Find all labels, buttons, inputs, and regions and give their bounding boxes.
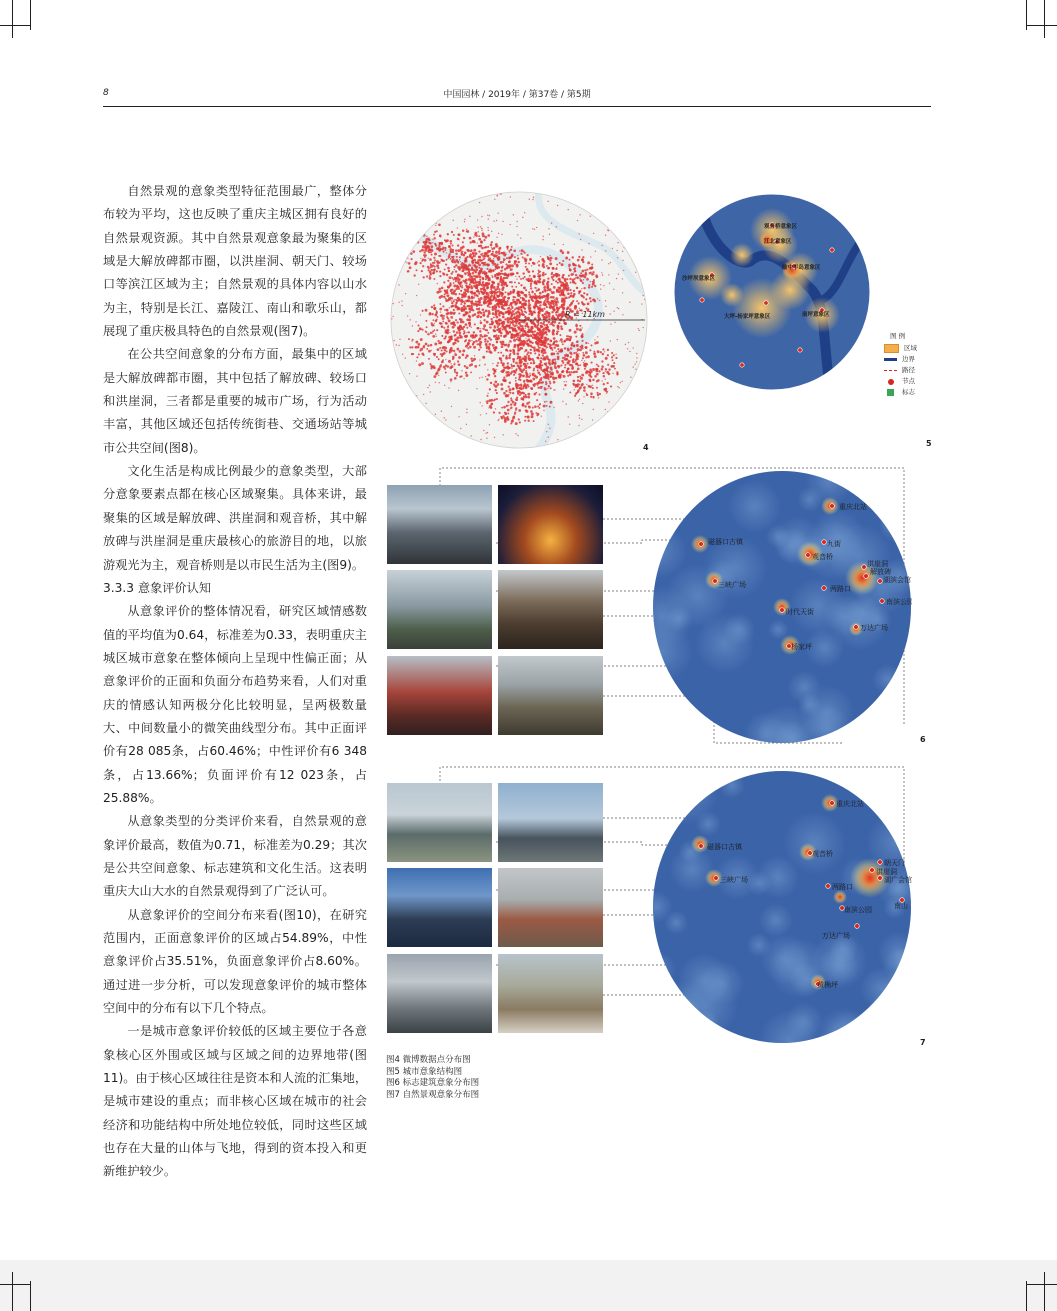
header-rule <box>103 106 931 107</box>
photo-sanxia-square <box>387 656 492 735</box>
landmark-swatch <box>884 389 897 396</box>
paragraph-natural-landscape: 自然景观的意象类型特征范围最广，整体分布较为平均，这也反映了重庆主城区拥有良好的自然景观资源。其中自然景观意象最为聚集的区域是大解放碑都市圈，以洪崖洞、朝天门、较场口等滨江区域为主；自然景观的具体内容以山水为主，特别是长江、嘉陵江、南山和歌乐山，都展现了重庆极具特色的自然景观(图7)。 <box>103 184 367 339</box>
caption-figure-7: 图7 自然景观意象分布图 <box>386 1089 480 1100</box>
place-label: 观音桥 <box>812 850 833 858</box>
place-label: 九街 <box>827 540 841 548</box>
paragraph-evaluation-boundary: 一是城市意象评价较低的区域主要位于各意象核心区外围或区域与区域之间的边界地带(图11)。由于核心区域往往是资本和人流的汇集地，是城市建设的重点；而非核心区域在城市的社会经济和功能结构中所处地位较低，同时这些区域也存在大量的山体与飞地，得到的资本投入和更新维护较少。 <box>103 1024 368 1179</box>
place-label: 两路口 <box>832 883 853 891</box>
place-label: 湖滨会馆 <box>883 576 911 584</box>
paragraph-evaluation-spatial: 从意象评价的空间分布来看(图10)，在研究范围内，正面意象评价的区域占54.89%，中性意象评价占35.51%，负面意象评价占8.60%。通过进一步分析，可以发现意象评价的城市整体空间中的分布有以下几个特点。 <box>103 907 367 1016</box>
photo-ciqikou-gate <box>498 570 603 649</box>
figure-6-landmark-map <box>652 470 912 745</box>
photo-hongyadong-night <box>498 485 603 564</box>
place-label: 万达广场 <box>860 624 888 632</box>
crop-mark <box>1027 25 1057 26</box>
crop-mark <box>1026 1281 1027 1311</box>
place-label: 重庆北站 <box>839 503 867 511</box>
path-swatch <box>884 370 897 371</box>
crop-mark <box>1026 0 1027 30</box>
figure-5-image-structure <box>672 190 872 400</box>
place-label: 洪崖洞 <box>876 868 897 876</box>
legend-row: 路径 <box>884 365 917 376</box>
crop-mark <box>1044 1272 1045 1311</box>
figure-captions <box>386 1055 479 1101</box>
place-label: 两路口 <box>830 585 851 593</box>
photo-landmark-tower <box>387 485 492 564</box>
paragraph-public-space: 在公共空间意象的分布方面，最集中的区域是大解放碑都市圈，其中包括了解放碑、较场口和洪崖洞，三者都是重要的城市广场，行为活动丰富，其他区域还包括传统街巷、交通场站等城市公共空间(图8)。 <box>103 347 367 455</box>
region-swatch <box>884 344 899 353</box>
district-label: 渝中半岛意象区 <box>782 265 821 271</box>
photo-city-street <box>387 570 492 649</box>
place-label: 万达广场 <box>822 932 850 940</box>
crop-mark <box>0 25 30 26</box>
page-bottom-strip <box>0 1260 1057 1311</box>
district-label: 江北意象区 <box>764 239 792 245</box>
legend-row: 区域 <box>884 343 917 354</box>
district-label: 大坪-杨家坪意象区 <box>724 314 771 320</box>
figure-5-legend <box>884 331 917 398</box>
place-label: 三峡广场 <box>720 876 748 884</box>
journal-issue: 中国园林 / 2019年 / 第37卷 / 第5期 <box>443 90 591 100</box>
place-label: 观音桥 <box>812 553 833 561</box>
place-label: 南滨公园 <box>844 906 872 914</box>
body-text-column <box>103 180 367 1184</box>
place-label: 磁器口古镇 <box>708 538 743 546</box>
figure-4-number: 4 <box>643 443 649 452</box>
place-label: 南山 <box>894 902 908 910</box>
place-label: 朝天门 <box>884 859 905 867</box>
place-label: 磁器口古镇 <box>707 843 742 851</box>
district-label: 沙坪坝意象区 <box>682 276 716 282</box>
legend-title: 图 例 <box>890 332 906 340</box>
place-label: 重庆北站 <box>836 800 864 808</box>
photo-blue-hour-city <box>387 868 492 947</box>
crop-mark <box>30 1281 31 1311</box>
place-label: 时代天街 <box>786 608 814 616</box>
caption-figure-4: 图4 微博数据点分布图 <box>386 1055 471 1065</box>
place-label: 三峡广场 <box>718 581 746 589</box>
figure-4-weibo-points <box>389 190 649 450</box>
district-label: 观音桥意象区 <box>764 224 798 230</box>
figure-7-natural-map <box>652 770 912 1045</box>
photo-bridge-skyline <box>498 783 603 862</box>
figure-7-number: 7 <box>920 1038 926 1047</box>
photo-yangjiaping-view <box>498 656 603 735</box>
section-heading: 3.3.3 意象评价认知 <box>103 580 212 595</box>
crop-mark <box>0 1284 30 1285</box>
photo-river-skyline <box>387 783 492 862</box>
running-header <box>103 86 931 102</box>
place-label: 湖广会馆 <box>884 876 912 884</box>
crop-mark <box>12 0 13 38</box>
photo-misty-city <box>387 954 492 1033</box>
crop-mark <box>30 0 31 30</box>
legend-row: 节点 <box>884 376 917 387</box>
caption-figure-6: 图6 标志建筑意象分布图 <box>386 1078 480 1088</box>
paragraph-evaluation-overall: 从意象评价的整体情况看，研究区域情感数值的平均值为0.64，标准差为0.33，表明重庆主城区城市意象在整体倾向上呈现中性偏正面；从意象评价的正面和负面分布趋势来看，人们对重庆的情感认知两极分化比较明显，呈两极数量大、中间数量小的微笑曲线型分布。其中正面评价有28 085条，占60.46%；中性评价有6 348条，占13.66%；负面评价有12 023条，占25.88%。 <box>103 604 367 805</box>
photo-cable-car <box>498 868 603 947</box>
place-label: 黄桷坪 <box>817 981 838 989</box>
landmark-heat-map <box>652 470 912 745</box>
weibo-point-map <box>389 190 649 450</box>
figure-5-number: 5 <box>926 439 932 448</box>
paragraph-evaluation-type: 从意象类型的分类评价来看，自然景观的意象评价最高，数值为0.71，标准差为0.29；其次是公共空间意象、标志建筑和文化生活。这表明重庆大山大水的自然景观得到了广泛认可。 <box>103 814 367 899</box>
radius-label: R = 11km <box>565 310 605 319</box>
photo-huangjueping-view <box>498 954 603 1033</box>
caption-figure-5: 图5 城市意象结构图 <box>386 1066 463 1077</box>
crop-mark <box>1027 1284 1057 1285</box>
figure-6-number: 6 <box>920 735 926 744</box>
image-structure-map <box>672 190 872 400</box>
node-swatch <box>884 378 897 385</box>
legend-row: 标志 <box>884 387 917 398</box>
crop-mark <box>1044 0 1045 38</box>
place-label: 杨家坪 <box>791 643 812 651</box>
place-label: 洪崖洞 <box>867 560 888 568</box>
crop-mark <box>12 1272 13 1311</box>
place-label: 解放碑 <box>870 568 891 576</box>
place-label: 南滨公园 <box>886 598 912 606</box>
legend-row: 边界 <box>884 354 917 365</box>
natural-landscape-heat-map <box>652 770 912 1045</box>
boundary-swatch <box>884 358 897 361</box>
district-label: 南坪意象区 <box>802 312 830 318</box>
paragraph-cultural-life: 文化生活是构成比例最少的意象类型，大部分意象要素点都在核心区域聚集。具体来讲，最聚集的区域是解放碑、洪崖洞和观音桥，其中解放碑与洪崖洞是重庆最核心的旅游目的地，以旅游观光为主，观音桥则是以市民生活为主(图9)。 <box>103 464 367 572</box>
page-number: 8 <box>103 88 109 98</box>
